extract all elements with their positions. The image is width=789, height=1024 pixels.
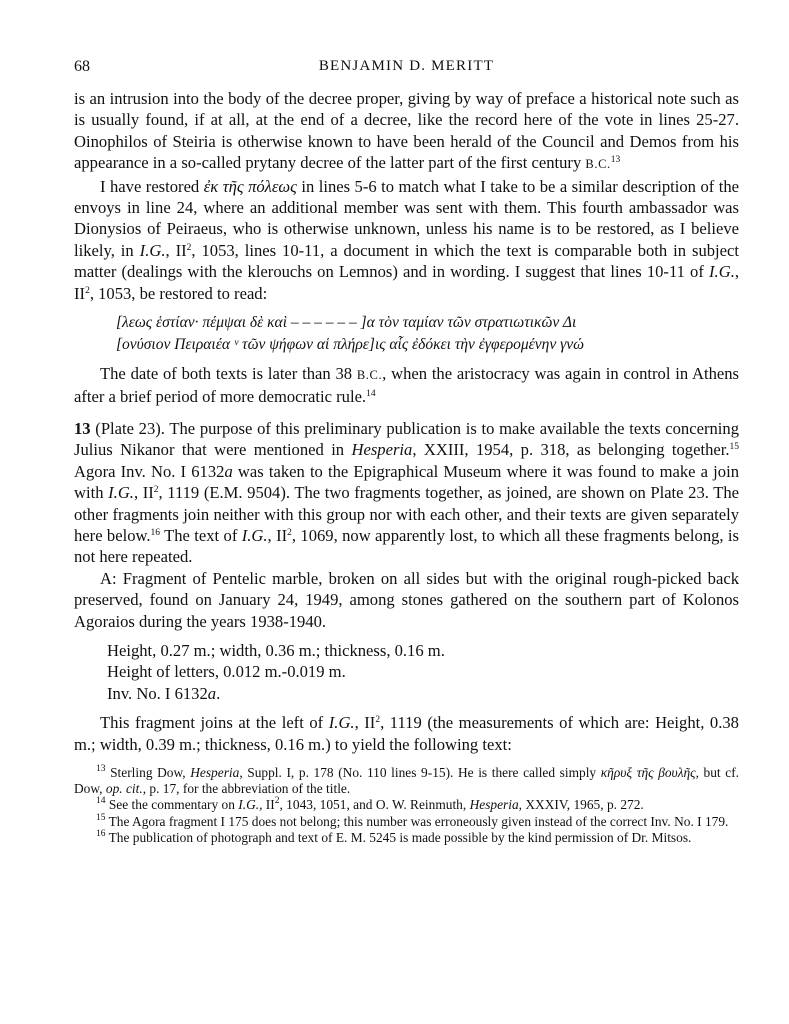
paragraph-2 [74, 176, 739, 304]
fn-num: 13 [96, 763, 106, 774]
ig-ref: I.G. [139, 240, 166, 260]
inv-c: . [216, 683, 221, 703]
p2-a: I have restored [100, 176, 200, 196]
fn-num: 16 [96, 828, 106, 839]
paragraph-1 [74, 88, 739, 176]
superscript: 2 [287, 527, 292, 538]
p2-e: , II [74, 262, 739, 303]
footnote-16 [74, 830, 739, 846]
superscript: 2 [186, 242, 192, 253]
p4-c: , 1119 (the measurements of which are: Height, 0.38 m.; width, 0.39 m.; thickness, 0.16 m.) to yield the following text: [74, 713, 739, 754]
greek-restoration [116, 312, 739, 355]
footnote-ref-15[interactable]: 15 [729, 442, 739, 453]
running-header [74, 58, 739, 88]
ig-ref: I.G. [241, 525, 268, 545]
p2-d: , 1053, lines 10-11, a document in which the text is comparable both in subject matter (dealings with the klerouchs on Lemnos) and in wording. I suggest that lines 10-11 of [74, 240, 739, 282]
greek-line-2: [ονύσιον Πειραιέα ᵛ τῶν ψήφων αἱ πλήρε]ις αἷς ἐδόκει τὴν ἐγφερομένην γνώ [116, 335, 584, 353]
greek-phrase: ἐκ τῆς πόλεως [203, 176, 297, 196]
p4-b: , II [354, 713, 376, 733]
p3-a: The date of both texts is later than 38 [100, 364, 353, 384]
bc-abbrev: B.C. [356, 368, 383, 383]
journal-title: Hesperia [469, 797, 519, 813]
footnote-13 [74, 765, 739, 797]
fn-num: 15 [96, 812, 106, 823]
ig-ref: I.G. [108, 483, 134, 503]
s13-e: , II [133, 483, 154, 503]
s13-c: Agora Inv. No. I 6132 [74, 461, 225, 481]
section-13 [74, 418, 739, 568]
s13-h: , II [267, 525, 288, 545]
p2-f: , 1053, be restored to read: [89, 283, 268, 303]
fragment-a-description: A: Fragment of Pentelic marble, broken on all sides but with the original rough-picked back preserved, found on January 24, 1949, among stones gathered on the southern part of Kolonos Agoraios during the years 1938-1940. [74, 568, 739, 631]
fn13-a: Sterling Dow, [110, 764, 186, 780]
s13-b: , XXIII, 1954, p. 318, as belonging together. [412, 440, 730, 460]
footnotes [74, 765, 739, 846]
footnote-ref-14[interactable]: 14 [366, 389, 376, 400]
p2-c: , II [165, 240, 187, 260]
p3-b: , when the aristocracy was again in control in Athens after a brief period of more democratic rule. [74, 364, 739, 407]
op-cit: op. cit. [105, 781, 143, 797]
superscript: 2 [274, 796, 280, 807]
fn13-b: , Suppl. I, p. 178 (No. 110 lines 9-15). He is there called simply [239, 764, 597, 780]
bc-abbrev: B.C. [585, 157, 611, 172]
paragraph-3 [74, 363, 739, 408]
measurement-letters: Height of letters, 0.012 m.-0.019 m. [107, 662, 346, 682]
fn14-b: , II [259, 797, 275, 813]
fn13-c: , but cf. Dow, [74, 764, 739, 797]
journal-title: Hesperia [190, 764, 240, 780]
footnote-ref-16[interactable]: 16 [150, 527, 161, 538]
s13-g: The text of [160, 525, 238, 545]
ig-ref: I.G. [328, 713, 355, 733]
s13-a: (Plate 23). The purpose of this preliminary publication is to make available the texts concerning Julius Nikanor that were mentioned in [74, 418, 739, 460]
greek-phrase: κῆρυξ τῆς βουλῆς [600, 764, 696, 780]
paragraph-1-text: is an intrusion into the body of the decree proper, giving by way of preface a historical note such as is usually found, if at all, at the end of a decree, like the record here of the vote in lines 25-27. Oinophilos of Steiria is otherwise known to have been herald of the Council and Demos from his appearance in a so-called prytany decree of the latter part of the first century [74, 89, 739, 173]
measurement-dimensions: Height, 0.27 m.; width, 0.36 m.; thickness, 0.16 m. [107, 640, 445, 660]
measurement-inventory [107, 683, 739, 704]
s13-d: was taken to the Epigraphical Museum where it was found to make a join with [74, 461, 739, 503]
ig-ref: I.G. [709, 262, 735, 282]
ig-ref: I.G. [238, 797, 260, 813]
superscript: 2 [375, 715, 381, 726]
section-number: 13 [74, 418, 91, 438]
greek-line-1: [λεως ἑστίαν· πέμψαι δὲ καὶ – – – – – – ]α τὸν ταμίαν τῶν στρατιωτικῶν Δι [116, 314, 577, 332]
inv-b: a [207, 683, 217, 703]
running-title: BENJAMIN D. MERITT [318, 58, 495, 74]
fn-num: 14 [96, 796, 106, 807]
fn14-c: , 1043, 1051, and O. W. Reinmuth, [279, 797, 467, 813]
p2-b: in lines 5-6 to match what I take to be a similar description of the envoys in line 24, where an additional member was sent with them. This fourth ambassador was Dionysios of Peiraeus, who is otherwise unknown, unless his name is to be restored, as I believe likely, in [74, 176, 740, 260]
inv-a: Inv. No. I 6132 [107, 683, 208, 703]
s13-i: , 1069, now apparently lost, to which all these fragments belong, is not here repeated. [74, 525, 739, 567]
paragraph-4 [74, 712, 739, 755]
s13-f: , 1119 (E.M. 9504). The two fragments together, as joined, are shown on Plate 23. The other fragments join neither with this group nor with each other, and their texts are given separately here below. [74, 483, 739, 545]
page [74, 58, 739, 846]
journal-title: Hesperia [351, 440, 413, 460]
page-number: 68 [74, 58, 90, 75]
fn15-text: The Agora fragment I 175 does not belong; this number was erroneously given instead of the correct Inv. No. I 179. [108, 813, 729, 829]
fn14-d: , XXXIV, 1965, p. 272. [518, 797, 644, 813]
superscript: 2 [85, 285, 90, 296]
superscript: 2 [153, 485, 159, 496]
italic-a: a [224, 461, 233, 481]
footnote-ref-13[interactable]: 13 [610, 155, 621, 166]
footnote-15 [74, 814, 739, 830]
fn13-d: , p. 17, for the abbreviation of the title. [142, 781, 351, 797]
fn14-a: See the commentary on [108, 797, 235, 813]
measurements [107, 640, 739, 704]
footnote-14 [74, 797, 739, 813]
p4-a: This fragment joins at the left of [100, 713, 324, 733]
fn16-text: The publication of photograph and text of E. M. 5245 is made possible by the kind permission of Dr. Mitsos. [108, 829, 692, 845]
